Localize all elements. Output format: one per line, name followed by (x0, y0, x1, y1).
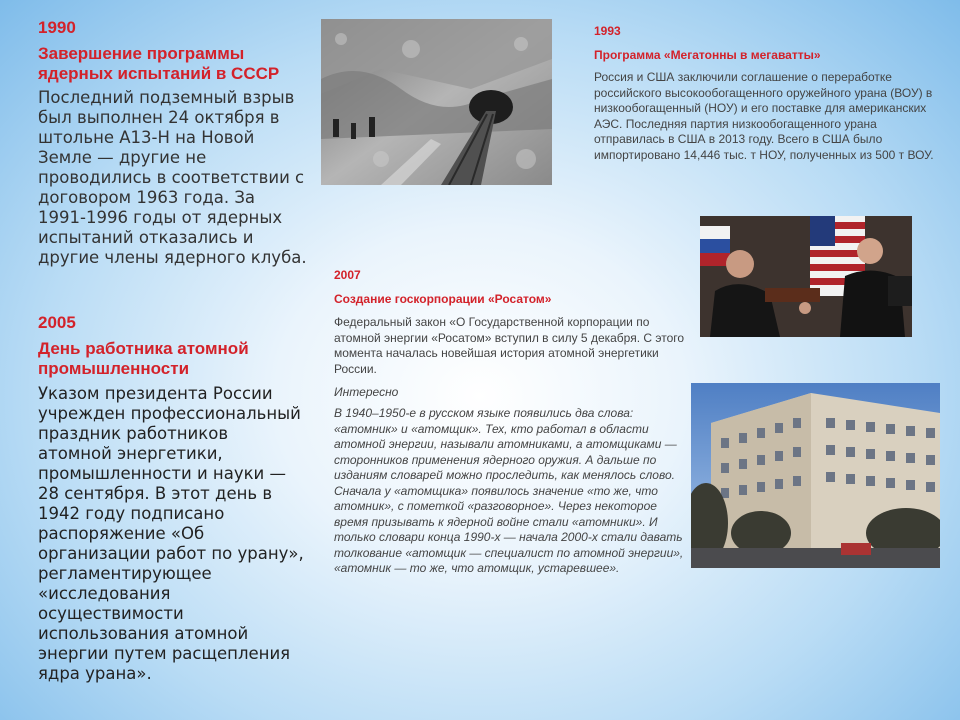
title-1990: Завершение программы ядерных испытаний в СССР (38, 44, 280, 83)
tunnel-photo (321, 19, 552, 185)
handshake-photo (700, 216, 912, 337)
body-2005: Указом президента России учрежден профессиональный праздник работников атомной энергетики, промышленности и науки — 28 сентября. В этот день в 1942 году подписано распоряжение «Об организации работ по урану», регламентирующее «исследования осуществимости использования атомной энергии путем расщепления ядра урана». (38, 384, 304, 683)
section-1993 (594, 24, 934, 163)
body-1993: Россия и США заключили соглашение о переработке российского высокообогащенного оружейного урана (ВОУ) в низкообогащенный (НОУ) и его поставке для американских АЭС. Последняя партия низкообогащенного урана отправилась в США в 2013 году. Всего в США было импортировано 14,446 тыс. т НОУ, полученных из 500 т ВОУ. (594, 70, 934, 162)
body-2007: Федеральный закон «О Государственной корпорации по атомной энергии «Росатом» вступил в силу 5 декабря. С этого момента началась новейшая история атомной энергетики России. (334, 315, 685, 376)
section-1990 (38, 18, 308, 268)
building-photo (691, 383, 940, 568)
section-2005 (38, 313, 306, 684)
title-2005: День работника атомной промышленности (38, 339, 249, 378)
year-2007: 2007 (334, 268, 361, 282)
year-1990: 1990 (38, 18, 76, 37)
section-2007 (334, 268, 689, 577)
year-2005: 2005 (38, 313, 76, 332)
title-1993: Программа «Мегатонны в мегаватты» (594, 48, 821, 62)
year-1993: 1993 (594, 24, 621, 38)
body-1990: Последний подземный взрыв был выполнен 24 октября в штольне А13-Н на Новой Земле — другие не проводились в соответствии с договором 1963 года. За 1991-1996 годы от ядерных испытаний отказались и другие члены ядерного клуба. (38, 88, 307, 267)
note-body: В 1940–1950-е в русском языке появились два слова: «атомник» и «атомщик». Тех, кто работал в области атомной энергии, называли атомниками, а атомщиками — сторонников применения ядерного оружия. А дальше по изданиям словарей можно проследить, как менялось слово. Сначала у «атомщика» появилось значение «то же, что атомник», с пометкой «разговорное». Через некоторое время призывать к ядерной войне стали «атомники». И только словари конца 1990-х — начала 2000-х стали давать толкование «атомщик — специалист по атомной энергии», «атомник — то же, что атомщик, устаревшее». (334, 406, 684, 575)
title-2007: Создание госкорпорации «Росатом» (334, 292, 552, 306)
note-heading: Интересно (334, 385, 399, 399)
